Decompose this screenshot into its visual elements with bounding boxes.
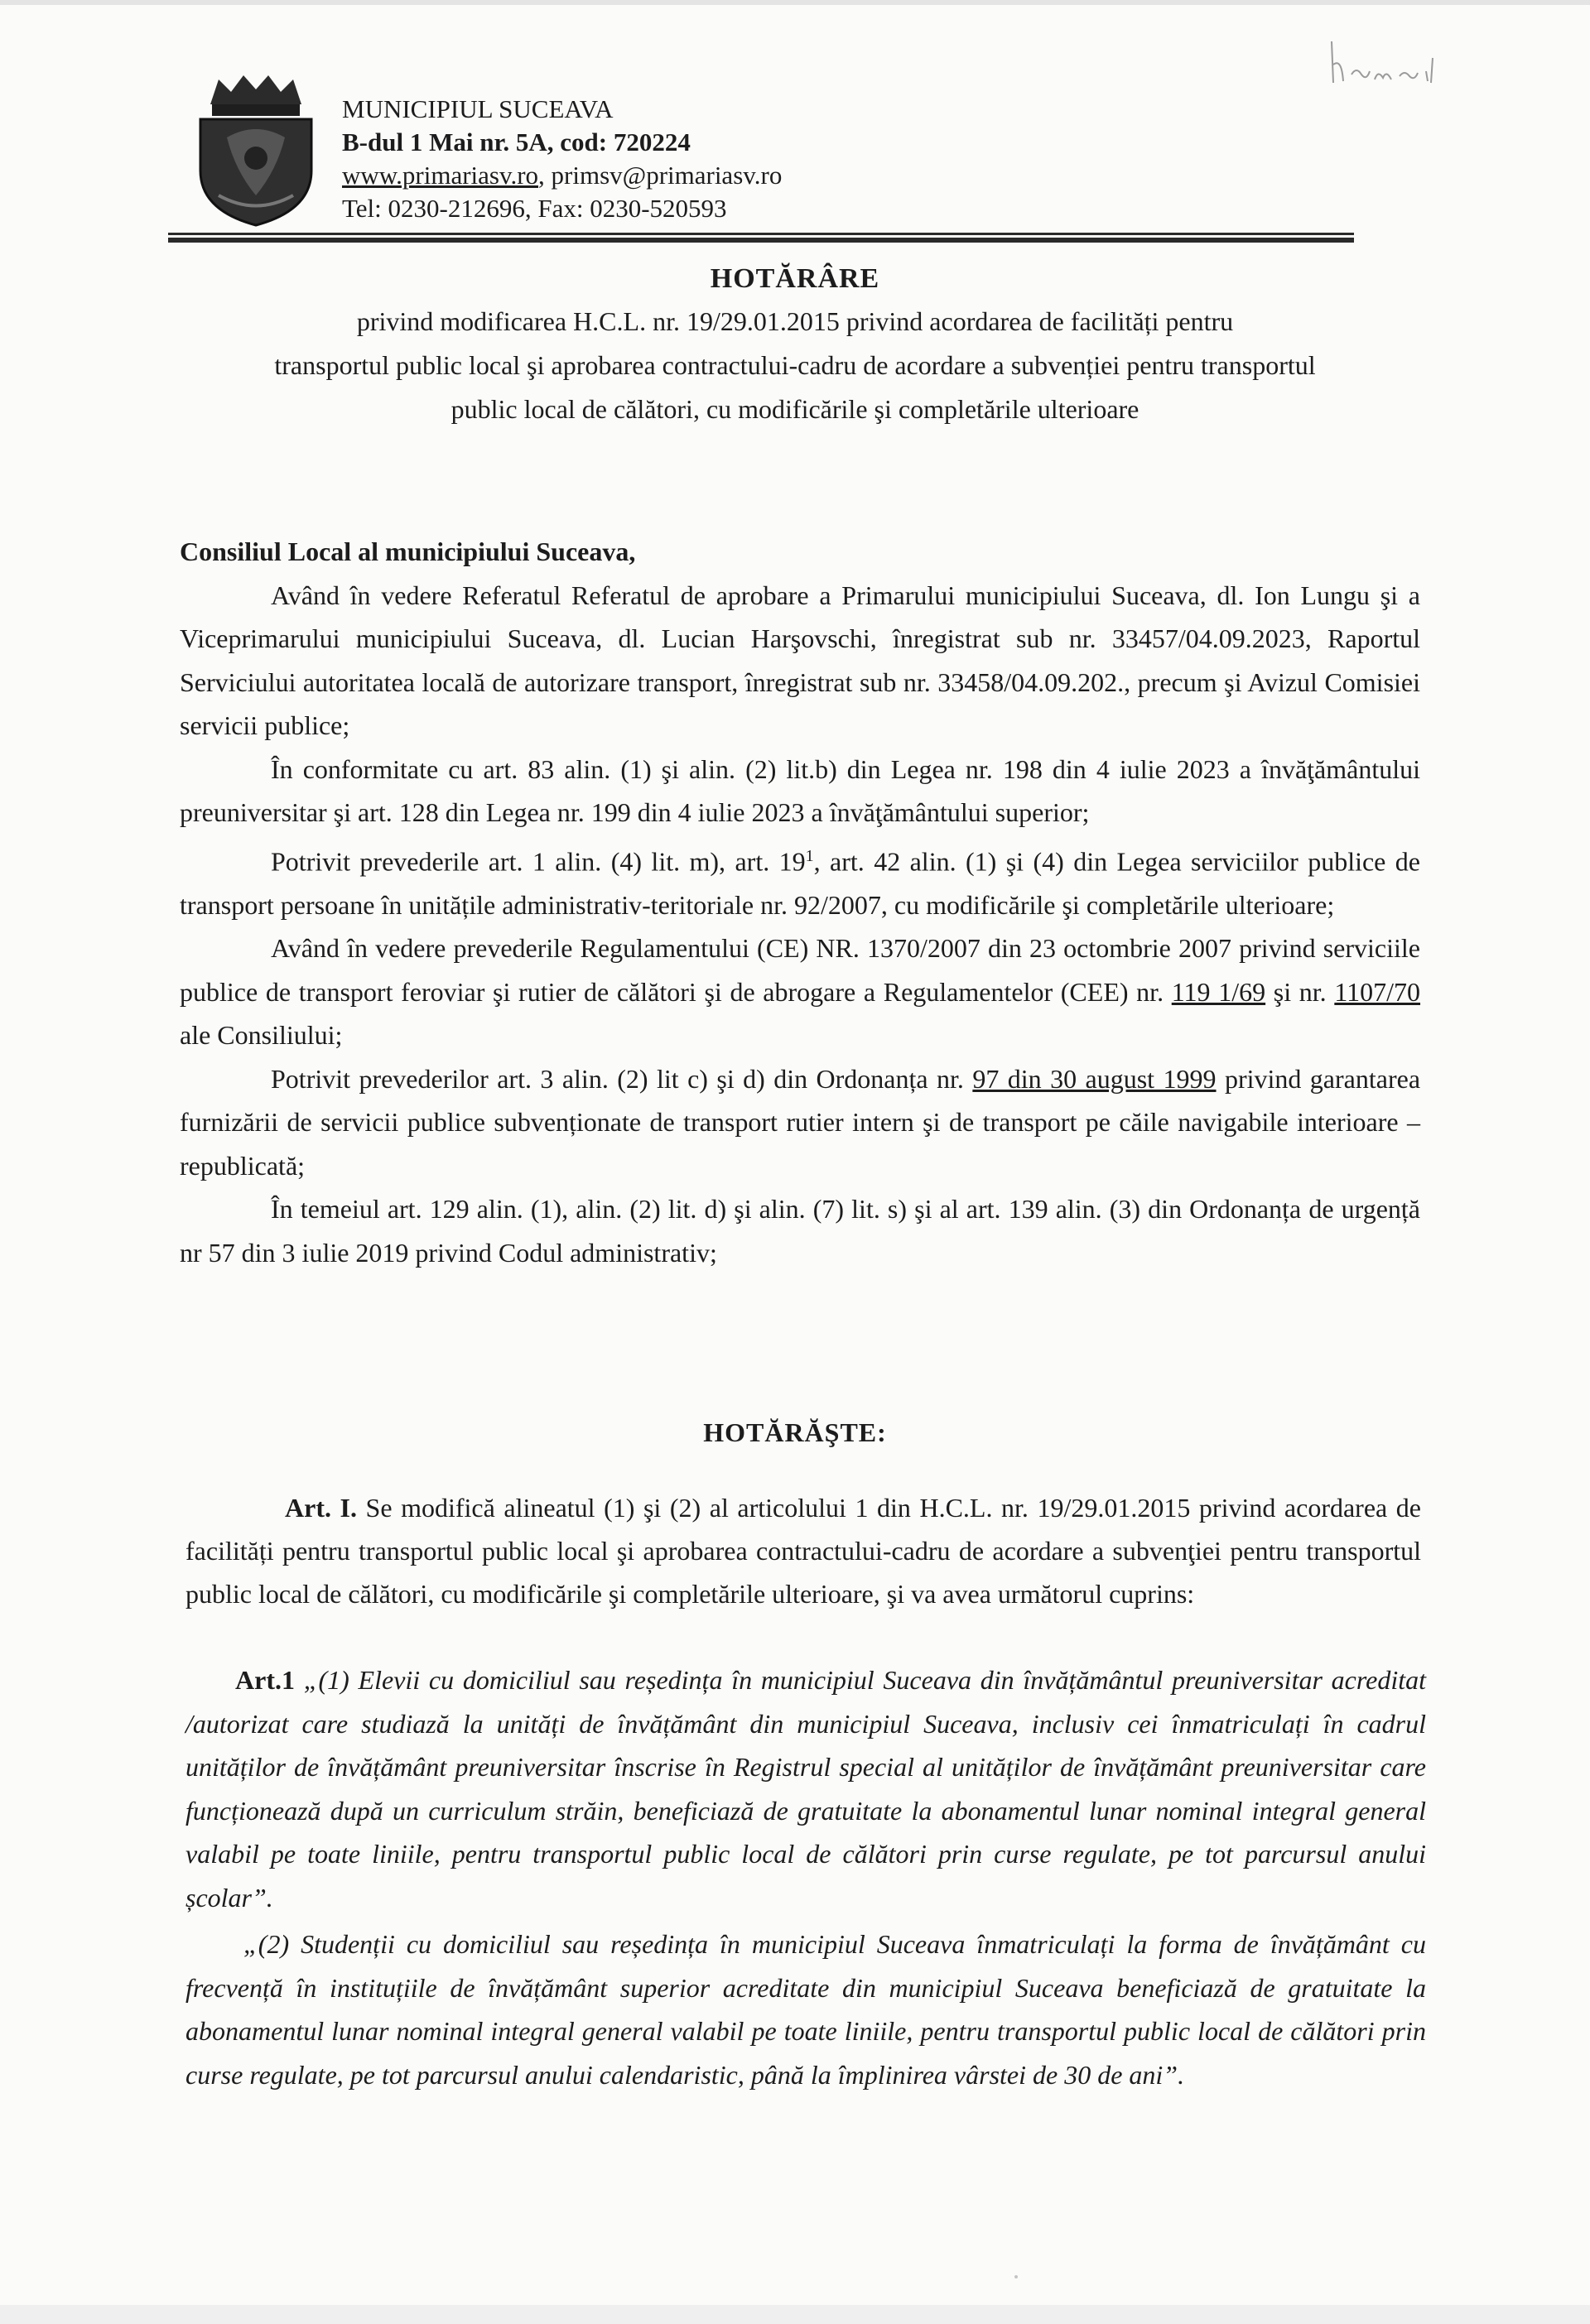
website-link[interactable]: www.primariasv.ro [342,161,539,190]
article-1-alin-2: „(2) Studenții cu domiciliul sau reședința în municipiul Suceava înmatriculați la forma de învățământ cu frecvență în instituțiile de învățământ superior acreditate din municipiul Suceava beneficiază de gratuitate la abonamentul lunar nominal integral general valabil pe toate liniile, pentru transportul public local de călători prin curse regulate, pe tot parcursul anului calendaristic, până la împlinirea vârstei de 30 de ani”. [186,1929,1426,2090]
article-i-text: Se modifică alineatul (1) şi (2) al articolului 1 din H.C.L. nr. 19/29.01.2015 privind acordarea de facilități pentru transportul public local şi aprobarea contractului-cadru de acordare a subvenţiei pentru transportul public local de călători, cu modificările şi completările ulterioare, şi va avea următorul cuprins: [186,1493,1422,1609]
subtitle-line: transportul public local şi aprobarea contractului-cadru de acordare a subvenției pentru transportul [274,350,1316,380]
council-heading: Consiliul Local al municipiului Suceava, [180,536,636,566]
city-coat-of-arms-icon [194,71,318,229]
article-1-text: „(1) Elevii cu domiciliul sau reședința în municipiul Suceava din învățământul preuniversitar acreditat /autorizat care studiază la unități de învățământ din municipiul Suceava, inclusiv cei înmatriculați în cadrul unităților de învățământ preuniversitar înscrise în Registrul special al unităților de învățământ preuniversitar care funcționează după un curriculum străin, beneficiază de gratuitate la abonamentul lunar nominal integral general valabil pe toate liniile, pentru transportul public local de călători prin curse regulate, pe tot parcursul anului școlar”. [186,1665,1426,1913]
institution-name: MUNICIPIUL SUCEAVA [342,94,614,123]
scan-speck [1014,2275,1018,2278]
phone-fax: Tel: 0230-212696, Fax: 0230-520593 [342,194,727,223]
letterhead [342,93,782,225]
paragraph-regulament-ce [180,926,1420,1057]
text-span: Potrivit prevederile art. 1 alin. (4) lit. m), art. 19 [271,846,806,877]
text-span: privind garantarea furnizării de servicii publice subvenționate de transport rutier intern şi de transport pe căile navigabile interioare – republicată; [180,1063,1421,1181]
text-span: , art. 42 alin. (1) şi (4) din Legea serviciilor publice de transport persoane în unitățile administrativ-teritoriale nr. 92/2007, cu modificările şi completările ulterioare; [180,846,1421,920]
header-divider [168,233,1354,235]
paragraph-ordonanta-97 [180,1057,1420,1188]
preamble [180,530,1420,1274]
paragraph-legea-92 [180,835,1420,927]
text-span: şi nr. [1265,976,1335,1007]
superscript: 1 [805,846,814,865]
scan-edge [0,0,1590,5]
subtitle-line: privind modificarea H.C.L. nr. 19/29.01.2015 privind acordarea de facilități pentru [356,306,1234,336]
article-i [186,1486,1421,1615]
text-span: Potrivit prevederilor art. 3 alin. (2) lit c) şi d) din Ordonanța nr. [271,1063,973,1094]
handwritten-mark-icon [1325,33,1482,99]
paragraph-legea-198: În conformitate cu art. 83 alin. (1) şi alin. (2) lit.b) din Legea nr. 198 din 4 iulie 2023 a învăţământului preuniversitar şi art. 128 din Legea nr. 199 din 4 iulie 2023 a învăţământului superior; [180,753,1420,827]
contact-line [342,159,782,192]
address: B-dul 1 Mai nr. 5A, cod: 720224 [342,128,691,156]
article-1-label: Art.1 [235,1665,295,1695]
subtitle-line: public local de călători, cu modificările şi completările ulterioare [450,394,1140,424]
regulation-link[interactable]: 119 1/69 [1171,976,1266,1007]
document-subtitle [166,300,1424,431]
email: , primsv@primariasv.ro [538,161,783,190]
article-1-alin-1 [186,1658,1426,1919]
text-span: Având în vedere prevederile Regulamentului (CE) NR. 1370/2007 din 23 octombrie 2007 privind serviciile publice de transport feroviar şi rutier de călători şi de abrogare a Regulamentelor (CEE) nr. [180,933,1420,1007]
article-i-label: Art. I. [285,1493,357,1523]
text-span: ale Consiliului; [180,1020,343,1051]
scan-edge-bottom [0,2305,1590,2324]
paragraph-cod-administrativ: În temeiul art. 129 alin. (1), alin. (2) lit. d) şi alin. (7) lit. s) şi al art. 139 alin. (3) din Ordonanța de urgență nr 57 din 3 iulie 2019 privind Codul administrativ; [180,1194,1420,1268]
article-1-amendment [186,1658,1426,2096]
header-divider-thick [168,238,1354,243]
paragraph-referat: Având în vedere Referatul Referatul de aprobare a Primarului municipiului Suceava, dl. Ion Lungu şi a Viceprimarului municipiului Suceava, dl. Lucian Harşovschi, înregistrat sub nr. 33457/04.09.2023, Raportul Serviciului autoritatea locală de autorizare transport, înregistrat sub nr. 33458/04.09.202., precum şi Avizul Comisiei servicii publice; [180,580,1420,740]
article-i-paragraph [186,1486,1421,1615]
regulation-link[interactable]: 1107/70 [1334,976,1421,1007]
document-title: HOTĂRÂRE [710,263,880,294]
ordinance-link[interactable]: 97 din 30 august 1999 [972,1063,1217,1094]
decision-heading: HOTĂRĂŞTE: [703,1417,887,1447]
